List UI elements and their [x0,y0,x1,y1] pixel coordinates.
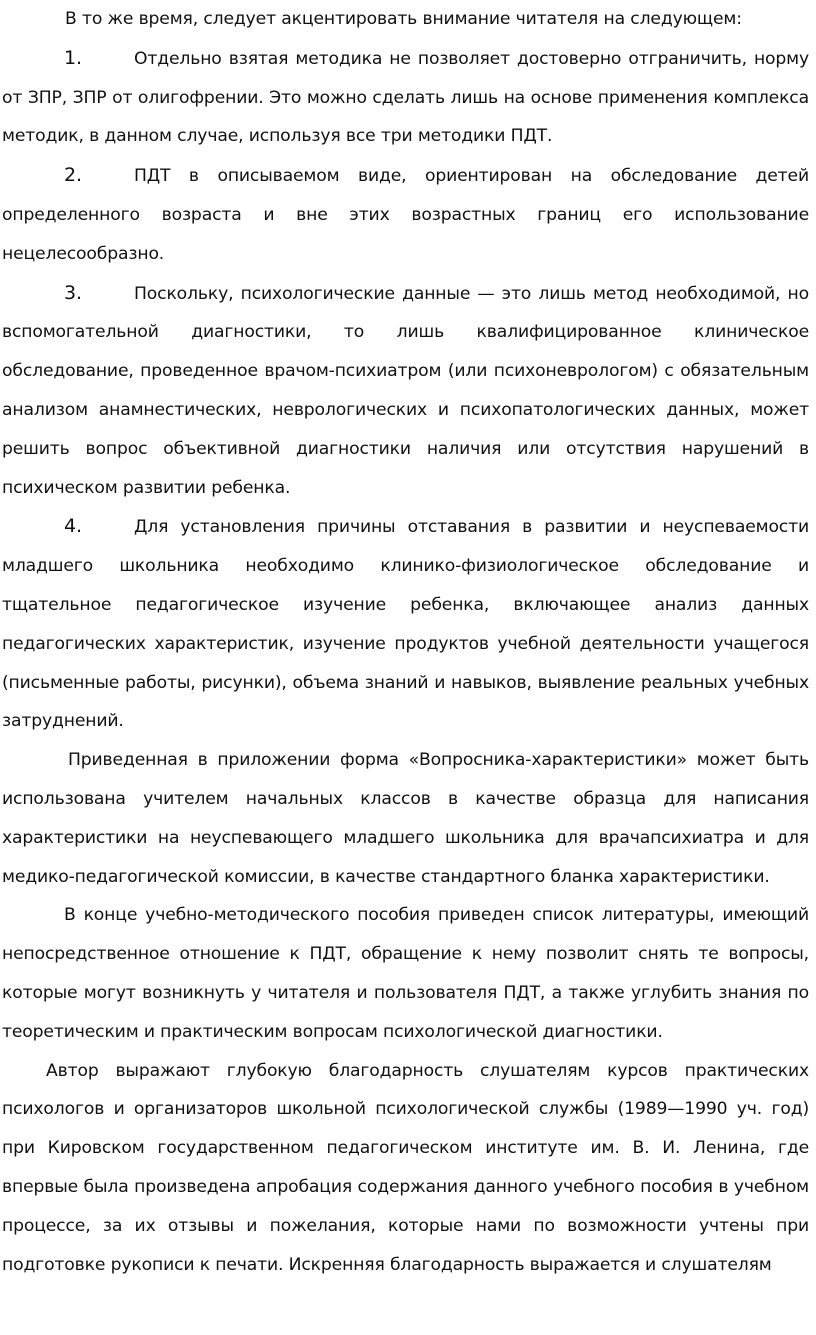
list-number: 2. [64,164,82,187]
list-item-1 [2,39,809,156]
list-number: 4. [64,515,82,538]
list-item-text: Отдельно взятая методика не позволяет достоверно отграничить, норму от ЗПР, ЗПР от олигофрении. Это можно сделать лишь на основе применения комплекса методик, в данном случае, используя все три методики ПДТ. [2,48,809,147]
list-number: 1. [64,46,82,69]
list-item-2 [2,156,809,273]
list-item-text: Для установления причины отставания в развитии и неуспеваемости младшего школьника необходимо клинико-физиологическое обследование и тщательное педагогическое изучение ребенка, включающее анализ данных педагогических характеристик, изучение продуктов учебной деятельности учащегося (письменные работы, рисунки), объема знаний и навыков, выявление реальных учебных затруднений. [2,517,809,732]
intro-paragraph: В то же время, следует акцентировать внимание читателя на следующем: [65,9,742,29]
paragraph-literature: В конце учебно-методического пособия приведен список литературы, имеющий непосредственное отношение к ПДТ, обращение к нему позволит снять те вопросы, которые могут возникнуть у читателя и пользователя ПДТ, а также углубить знания по теоретическим и практическим вопросам психологической диагностики. [2,905,809,1042]
paragraph-acknowledgements: Автор выражают глубокую благодарность слушателям курсов практических психологов и организаторов школьной психологической службы (1989—1990 уч. год) при Кировском государственном педагогическом институте им. В. И. Ленина, где впервые была произведена апробация содержания данного учебного пособия в учебном процессе, за их отзывы и пожелания, которые нами по возможности учтены при подготовке рукописи к печати. Искренняя благодарность выражается и слушателям [2,1060,809,1275]
list-item-text: ПДТ в описываемом виде, ориентирован на обследование детей определенного возраста и вне этих возрастных границ его использование нецелесообразно. [2,166,809,264]
list-item-text: Поскольку, психологические данные — это лишь метод необходимой, но вспомогательной диагностики, то лишь квалифицированное клиническое обследование, проведенное врачом-психиатром (или психоневрологом) с обязательным анализом анамнестических, неврологических и психопатологических данных, может решить вопрос объективной диагностики наличия или отсутствия нарушений в психическом развитии ребенка. [2,283,809,498]
list-number: 3. [64,281,82,304]
paragraph-questionnaire: Приведенная в приложении форма «Вопросника-характеристики» может быть использована учителем начальных классов в качестве образца для написания характеристики на неуспевающего младшего школьника для врачапсихиатра и для медико-педагогической комиссии, в качестве стандартного бланка характеристики. [2,750,809,887]
list-item-3 [2,274,809,508]
list-item-4 [2,507,809,741]
